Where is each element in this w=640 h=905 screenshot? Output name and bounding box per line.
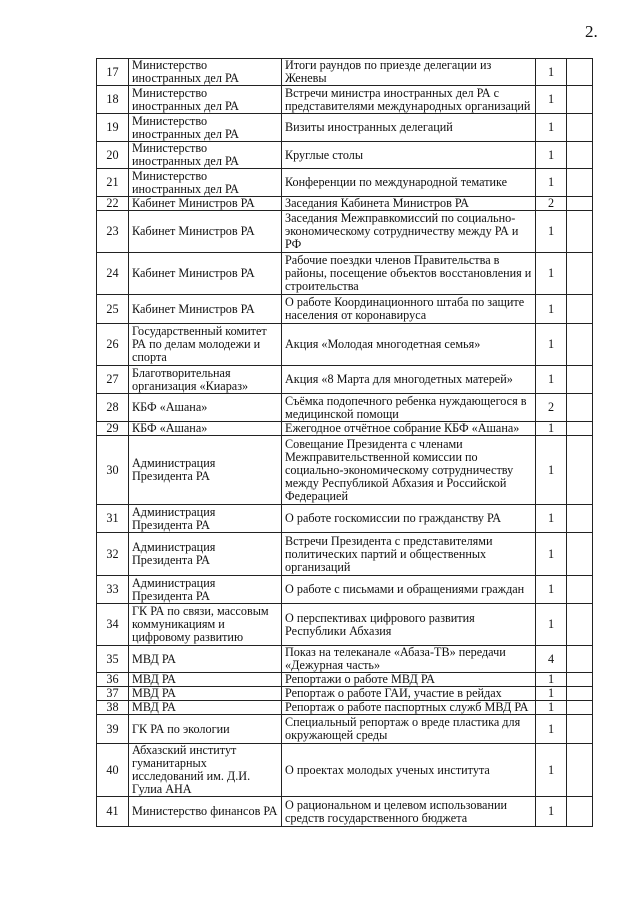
organization-cell: Министерство иностранных дел РА xyxy=(129,59,282,86)
count-cell: 1 xyxy=(536,422,567,436)
count-cell: 1 xyxy=(536,604,567,646)
topic-cell: Встречи министра иностранных дел РА с представителями международных организаций xyxy=(282,86,536,114)
row-number: 37 xyxy=(97,687,129,701)
row-number: 25 xyxy=(97,295,129,324)
table-row xyxy=(97,197,593,211)
topic-cell: Визиты иностранных делегаций xyxy=(282,114,536,142)
organization-cell: Кабинет Министров РА xyxy=(129,253,282,295)
topic-cell: Рабочие поездки членов Правительства в районы, посещение объектов восстановления и строительства xyxy=(282,253,536,295)
topic-cell: Итоги раундов по приезде делегации из Женевы xyxy=(282,59,536,86)
organization-cell: Кабинет Министров РА xyxy=(129,197,282,211)
row-number: 39 xyxy=(97,715,129,744)
count-cell: 1 xyxy=(536,701,567,715)
organization-cell: Государственный комитет РА по делам молодежи и спорта xyxy=(129,324,282,366)
empty-cell xyxy=(567,576,593,604)
count-cell: 1 xyxy=(536,324,567,366)
topic-cell: Заседания Кабинета Министров РА xyxy=(282,197,536,211)
count-cell: 1 xyxy=(536,715,567,744)
table-row xyxy=(97,169,593,197)
empty-cell xyxy=(567,197,593,211)
organization-cell: Министерство иностранных дел РА xyxy=(129,114,282,142)
empty-cell xyxy=(567,646,593,673)
empty-cell xyxy=(567,687,593,701)
empty-cell xyxy=(567,169,593,197)
topic-cell: Совещание Президента с членами Межправительственной комиссии по социально-экономическому сотрудничеству между Республикой Абхазия и Российской Федерацией xyxy=(282,436,536,505)
organization-cell: Кабинет Министров РА xyxy=(129,211,282,253)
row-number: 35 xyxy=(97,646,129,673)
empty-cell xyxy=(567,142,593,169)
count-cell: 1 xyxy=(536,797,567,827)
topic-cell: Репортаж о работе ГАИ, участие в рейдах xyxy=(282,687,536,701)
table-row xyxy=(97,295,593,324)
topic-cell: О проектах молодых ученых института xyxy=(282,744,536,797)
topic-cell: Заседания Межправкомиссий по социально-экономическому сотрудничеству между РА и РФ xyxy=(282,211,536,253)
empty-cell xyxy=(567,59,593,86)
empty-cell xyxy=(567,797,593,827)
count-cell: 1 xyxy=(536,505,567,533)
empty-cell xyxy=(567,715,593,744)
table-row xyxy=(97,86,593,114)
organization-cell: Министерство иностранных дел РА xyxy=(129,169,282,197)
topic-cell: Репортаж о работе паспортных служб МВД РА xyxy=(282,701,536,715)
table-row xyxy=(97,436,593,505)
row-number: 17 xyxy=(97,59,129,86)
table-row xyxy=(97,646,593,673)
table-row xyxy=(97,797,593,827)
row-number: 21 xyxy=(97,169,129,197)
empty-cell xyxy=(567,86,593,114)
row-number: 30 xyxy=(97,436,129,505)
table-row xyxy=(97,59,593,86)
count-cell: 4 xyxy=(536,646,567,673)
report-table xyxy=(96,58,593,827)
count-cell: 1 xyxy=(536,86,567,114)
count-cell: 1 xyxy=(536,687,567,701)
count-cell: 1 xyxy=(536,142,567,169)
row-number: 34 xyxy=(97,604,129,646)
topic-cell: Ежегодное отчётное собрание КБФ «Ашана» xyxy=(282,422,536,436)
organization-cell: Абхазский институт гуманитарных исследований им. Д.И. Гулиа АНА xyxy=(129,744,282,797)
row-number: 27 xyxy=(97,366,129,394)
table-row xyxy=(97,744,593,797)
topic-cell: О перспективах цифрового развития Республики Абхазия xyxy=(282,604,536,646)
row-number: 32 xyxy=(97,533,129,576)
organization-cell: Администрация Президента РА xyxy=(129,533,282,576)
organization-cell: Министерство иностранных дел РА xyxy=(129,86,282,114)
row-number: 31 xyxy=(97,505,129,533)
organization-cell: Администрация Президента РА xyxy=(129,436,282,505)
table-row xyxy=(97,687,593,701)
count-cell: 1 xyxy=(536,59,567,86)
topic-cell: Репортажи о работе МВД РА xyxy=(282,673,536,687)
table-row xyxy=(97,701,593,715)
organization-cell: МВД РА xyxy=(129,673,282,687)
empty-cell xyxy=(567,324,593,366)
count-cell: 1 xyxy=(536,169,567,197)
table-row xyxy=(97,142,593,169)
organization-cell: МВД РА xyxy=(129,687,282,701)
row-number: 26 xyxy=(97,324,129,366)
empty-cell xyxy=(567,533,593,576)
count-cell: 1 xyxy=(536,673,567,687)
table-row xyxy=(97,576,593,604)
row-number: 36 xyxy=(97,673,129,687)
topic-cell: О рациональном и целевом использовании средств государственного бюджета xyxy=(282,797,536,827)
table-row xyxy=(97,211,593,253)
count-cell: 2 xyxy=(536,197,567,211)
row-number: 28 xyxy=(97,394,129,422)
organization-cell: МВД РА xyxy=(129,701,282,715)
topic-cell: Акция «Молодая многодетная семья» xyxy=(282,324,536,366)
row-number: 22 xyxy=(97,197,129,211)
count-cell: 1 xyxy=(536,211,567,253)
organization-cell: ГК РА по связи, массовым коммуникациям и цифровому развитию xyxy=(129,604,282,646)
topic-cell: Специальный репортаж о вреде пластика для окружающей среды xyxy=(282,715,536,744)
organization-cell: Благотворительная организация «Киараз» xyxy=(129,366,282,394)
empty-cell xyxy=(567,211,593,253)
report-table-body xyxy=(97,59,593,827)
row-number: 38 xyxy=(97,701,129,715)
table-row xyxy=(97,673,593,687)
organization-cell: МВД РА xyxy=(129,646,282,673)
topic-cell: Съёмка подопечного ребенка нуждающегося в медицинской помощи xyxy=(282,394,536,422)
organization-cell: Администрация Президента РА xyxy=(129,505,282,533)
count-cell: 1 xyxy=(536,576,567,604)
topic-cell: О работе Координационного штаба по защите населения от коронавируса xyxy=(282,295,536,324)
organization-cell: ГК РА по экологии xyxy=(129,715,282,744)
table-row xyxy=(97,394,593,422)
empty-cell xyxy=(567,366,593,394)
row-number: 18 xyxy=(97,86,129,114)
count-cell: 1 xyxy=(536,295,567,324)
row-number: 40 xyxy=(97,744,129,797)
row-number: 29 xyxy=(97,422,129,436)
organization-cell: Администрация Президента РА xyxy=(129,576,282,604)
table-row xyxy=(97,533,593,576)
table-row xyxy=(97,253,593,295)
table-row xyxy=(97,505,593,533)
table-row xyxy=(97,604,593,646)
organization-cell: Министерство финансов РА xyxy=(129,797,282,827)
count-cell: 1 xyxy=(536,744,567,797)
count-cell: 2 xyxy=(536,394,567,422)
empty-cell xyxy=(567,701,593,715)
empty-cell xyxy=(567,673,593,687)
row-number: 41 xyxy=(97,797,129,827)
table-row xyxy=(97,324,593,366)
topic-cell: Конференции по международной тематике xyxy=(282,169,536,197)
organization-cell: КБФ «Ашана» xyxy=(129,394,282,422)
page-number: 2. xyxy=(585,22,598,41)
empty-cell xyxy=(567,604,593,646)
count-cell: 1 xyxy=(536,253,567,295)
count-cell: 1 xyxy=(536,436,567,505)
table-row xyxy=(97,114,593,142)
empty-cell xyxy=(567,436,593,505)
topic-cell: Встречи Президента с представителями политических партий и общественных организаций xyxy=(282,533,536,576)
topic-cell: О работе с письмами и обращениями граждан xyxy=(282,576,536,604)
organization-cell: Кабинет Министров РА xyxy=(129,295,282,324)
row-number: 33 xyxy=(97,576,129,604)
topic-cell: Круглые столы xyxy=(282,142,536,169)
row-number: 20 xyxy=(97,142,129,169)
empty-cell xyxy=(567,422,593,436)
row-number: 19 xyxy=(97,114,129,142)
empty-cell xyxy=(567,744,593,797)
organization-cell: КБФ «Ашана» xyxy=(129,422,282,436)
empty-cell xyxy=(567,114,593,142)
topic-cell: Акция «8 Марта для многодетных матерей» xyxy=(282,366,536,394)
empty-cell xyxy=(567,253,593,295)
empty-cell xyxy=(567,505,593,533)
table-row xyxy=(97,715,593,744)
count-cell: 1 xyxy=(536,366,567,394)
count-cell: 1 xyxy=(536,114,567,142)
row-number: 24 xyxy=(97,253,129,295)
empty-cell xyxy=(567,295,593,324)
topic-cell: Показ на телеканале «Абаза-ТВ» передачи «Дежурная часть» xyxy=(282,646,536,673)
count-cell: 1 xyxy=(536,533,567,576)
organization-cell: Министерство иностранных дел РА xyxy=(129,142,282,169)
empty-cell xyxy=(567,394,593,422)
table-row xyxy=(97,366,593,394)
row-number: 23 xyxy=(97,211,129,253)
table-row xyxy=(97,422,593,436)
topic-cell: О работе госкомиссии по гражданству РА xyxy=(282,505,536,533)
